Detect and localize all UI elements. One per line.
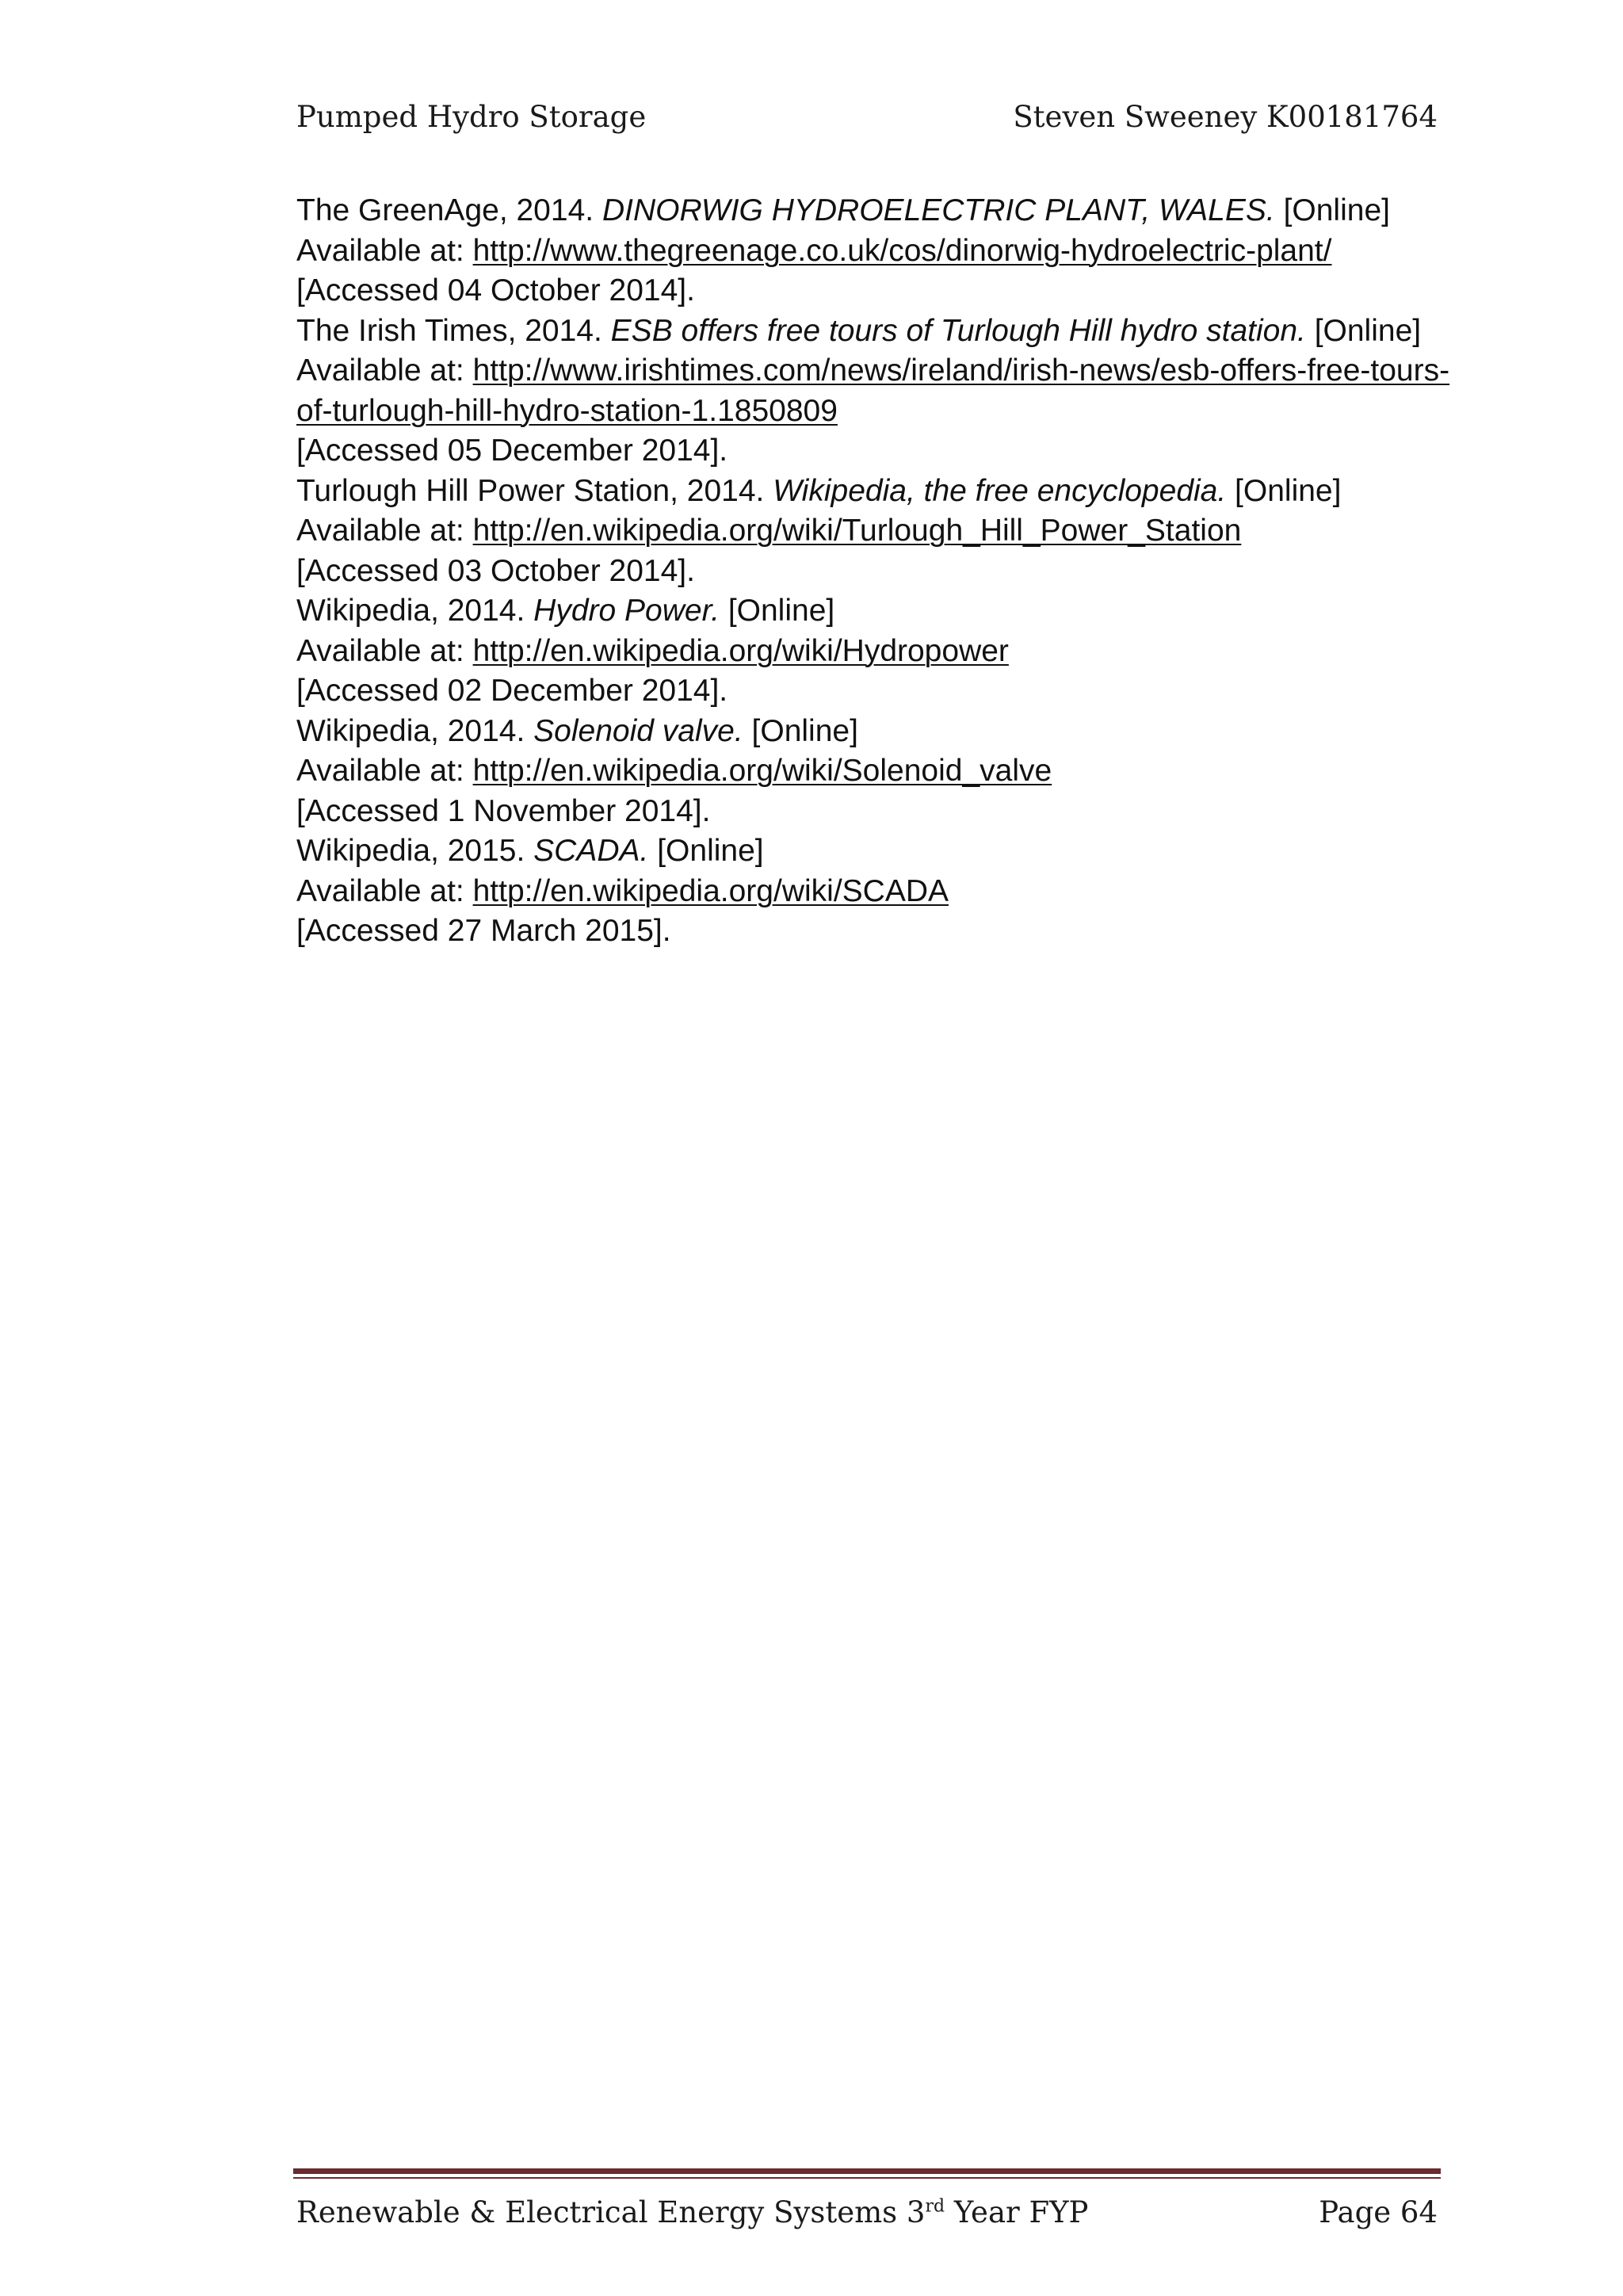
- reference-citation: [296, 591, 1438, 632]
- reference-accessed: [Accessed 27 March 2015].: [296, 914, 671, 948]
- reference-entry: [296, 591, 1438, 712]
- page-number: Page 64: [1319, 2195, 1438, 2229]
- reference-entry: [296, 712, 1438, 832]
- footer-course-title: [296, 2189, 1088, 2237]
- reference-accessed: [Accessed 05 December 2014].: [296, 434, 728, 468]
- footer-divider-thick: [293, 2168, 1441, 2174]
- reference-availability: [296, 511, 1438, 552]
- reference-link[interactable]: http://en.wikipedia.org/wiki/Hydropower: [472, 633, 1009, 668]
- reference-link[interactable]: http://en.wikipedia.org/wiki/Solenoid_valve: [472, 754, 1052, 788]
- footer-course-text-end: Year FYP: [945, 2195, 1089, 2229]
- available-at-label: Available at:: [296, 754, 473, 788]
- page-footer: [296, 2189, 1438, 2237]
- footer-divider-thin: [293, 2177, 1441, 2179]
- reference-title: Hydro Power.: [533, 594, 720, 628]
- reference-author: The Irish Times, 2014.: [296, 313, 611, 348]
- reference-author: The GreenAge, 2014.: [296, 193, 602, 227]
- reference-author: Wikipedia, 2014.: [296, 713, 534, 748]
- available-at-label: Available at:: [296, 633, 473, 668]
- reference-medium: [Online]: [743, 713, 858, 748]
- reference-link[interactable]: http://www.irishtimes.com/news/ireland/irish-news/esb-offers-free-tours-: [472, 353, 1450, 388]
- reference-title: DINORWIG HYDROELECTRIC PLANT, WALES.: [601, 193, 1275, 227]
- reference-author: Wikipedia, 2014.: [296, 594, 534, 628]
- reference-medium: [Online]: [719, 594, 835, 628]
- available-at-label: Available at:: [296, 514, 473, 548]
- reference-availability: [296, 351, 1450, 392]
- reference-availability: [296, 872, 1438, 912]
- footer-ordinal-suffix: rd: [925, 2196, 945, 2217]
- reference-link-continuation: [296, 392, 1438, 432]
- header-author: Steven Sweeney K00181764: [1013, 100, 1438, 134]
- reference-availability: [296, 751, 1438, 792]
- reference-list: [296, 191, 1450, 952]
- page-header: [296, 94, 1438, 141]
- reference-title: ESB offers free tours of Turlough Hill hydro station.: [610, 313, 1306, 348]
- reference-accessed: [Accessed 04 October 2014].: [296, 273, 695, 308]
- reference-link[interactable]: http://en.wikipedia.org/wiki/Turlough_Hill_Power_Station: [472, 514, 1242, 548]
- available-at-label: Available at:: [296, 873, 473, 908]
- reference-title: Solenoid valve.: [533, 713, 743, 748]
- reference-entry: [296, 191, 1438, 311]
- footer-course-text: Renewable & Electrical Energy Systems 3: [296, 2195, 926, 2229]
- reference-citation: [296, 311, 1438, 352]
- reference-accessed: [Accessed 02 December 2014].: [296, 674, 728, 708]
- reference-medium: [Online]: [1305, 313, 1422, 348]
- reference-medium: [Online]: [1226, 473, 1342, 508]
- reference-entry: [296, 831, 1438, 952]
- reference-link[interactable]: of-turlough-hill-hydro-station-1.1850809: [296, 393, 838, 428]
- reference-medium: [Online]: [1274, 193, 1390, 227]
- available-at-label: Available at:: [296, 233, 473, 268]
- reference-citation: [296, 191, 1438, 231]
- reference-accessed: [Accessed 1 November 2014].: [296, 793, 711, 828]
- reference-title: Wikipedia, the free encyclopedia.: [773, 473, 1227, 508]
- header-document-title: Pumped Hydro Storage: [296, 100, 647, 134]
- reference-medium: [Online]: [648, 834, 764, 868]
- reference-availability: [296, 632, 1438, 672]
- reference-availability: [296, 231, 1438, 272]
- available-at-label: Available at:: [296, 353, 473, 388]
- reference-link[interactable]: http://en.wikipedia.org/wiki/SCADA: [472, 873, 949, 908]
- reference-citation: [296, 831, 1438, 872]
- reference-entry: [296, 472, 1438, 592]
- reference-title: SCADA.: [533, 834, 649, 868]
- reference-entry: [296, 311, 1450, 472]
- reference-author: Turlough Hill Power Station, 2014.: [296, 473, 773, 508]
- reference-link[interactable]: http://www.thegreenage.co.uk/cos/dinorwig-hydroelectric-plant/: [472, 233, 1332, 268]
- reference-citation: [296, 712, 1438, 752]
- reference-accessed: [Accessed 03 October 2014].: [296, 553, 695, 588]
- reference-citation: [296, 472, 1438, 512]
- reference-author: Wikipedia, 2015.: [296, 834, 534, 868]
